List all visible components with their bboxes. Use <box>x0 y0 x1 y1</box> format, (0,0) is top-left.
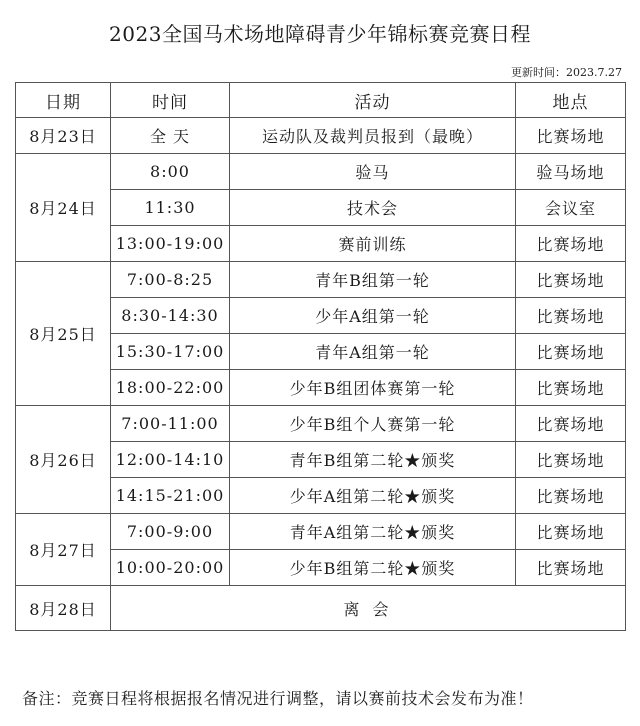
header-location: 地点 <box>516 83 626 118</box>
location-cell: 比赛场地 <box>516 118 626 154</box>
activity-cell: 青年B组第二轮★颁奖 <box>230 442 516 478</box>
location-cell: 比赛场地 <box>516 262 626 298</box>
location-cell: 比赛场地 <box>516 514 626 550</box>
activity-cell: 验马 <box>230 154 516 190</box>
time-cell: 10:00-20:00 <box>111 550 230 586</box>
time-cell: 全 天 <box>111 118 230 154</box>
time-cell: 12:00-14:10 <box>111 442 230 478</box>
time-cell: 11:30 <box>111 190 230 226</box>
time-cell: 13:00-19:00 <box>111 226 230 262</box>
location-cell: 验马场地 <box>516 154 626 190</box>
table-row <box>16 514 626 550</box>
table-header-row <box>16 83 626 118</box>
location-cell: 比赛场地 <box>516 370 626 406</box>
page-title: 2023全国马术场地障碍青少年锦标赛竞赛日程 <box>109 22 531 46</box>
activity-cell: 青年A组第一轮 <box>230 334 516 370</box>
date-cell: 8月25日 <box>16 262 111 406</box>
footnote: 备注：竞赛日程将根据报名情况进行调整，请以赛前技术会发布为准！ <box>22 689 534 708</box>
time-cell: 14:15-21:00 <box>111 478 230 514</box>
header-activity: 活动 <box>230 83 516 118</box>
date-cell: 8月28日 <box>16 586 111 631</box>
activity-cell: 少年B组个人赛第一轮 <box>230 406 516 442</box>
activity-cell: 少年A组第一轮 <box>230 298 516 334</box>
activity-cell: 青年A组第二轮★颁奖 <box>230 514 516 550</box>
time-cell: 7:00-9:00 <box>111 514 230 550</box>
table-row <box>16 262 626 298</box>
location-cell: 比赛场地 <box>516 406 626 442</box>
header-time: 时间 <box>111 83 230 118</box>
activity-cell: 少年A组第二轮★颁奖 <box>230 478 516 514</box>
location-cell: 比赛场地 <box>516 334 626 370</box>
date-cell: 8月26日 <box>16 406 111 514</box>
activity-cell: 青年B组第一轮 <box>230 262 516 298</box>
table-row <box>16 406 626 442</box>
location-cell: 比赛场地 <box>516 298 626 334</box>
activity-cell: 运动队及裁判员报到（最晚） <box>230 118 516 154</box>
activity-cell: 少年B组第二轮★颁奖 <box>230 550 516 586</box>
updated-date: 更新时间：2023.7.27 <box>511 66 622 79</box>
activity-cell: 赛前训练 <box>230 226 516 262</box>
activity-cell: 技术会 <box>230 190 516 226</box>
time-cell: 15:30-17:00 <box>111 334 230 370</box>
location-cell: 比赛场地 <box>516 442 626 478</box>
table-row <box>16 118 626 154</box>
schedule-table <box>15 82 626 631</box>
time-cell: 8:30-14:30 <box>111 298 230 334</box>
time-cell: 7:00-11:00 <box>111 406 230 442</box>
time-cell: 7:00-8:25 <box>111 262 230 298</box>
location-cell: 比赛场地 <box>516 478 626 514</box>
location-cell: 会议室 <box>516 190 626 226</box>
departure-cell: 离 会 <box>111 586 626 631</box>
location-cell: 比赛场地 <box>516 550 626 586</box>
date-cell: 8月27日 <box>16 514 111 586</box>
date-cell: 8月24日 <box>16 154 111 262</box>
location-cell: 比赛场地 <box>516 226 626 262</box>
time-cell: 18:00-22:00 <box>111 370 230 406</box>
date-cell: 8月23日 <box>16 118 111 154</box>
table-row <box>16 154 626 190</box>
header-date: 日期 <box>16 83 111 118</box>
time-cell: 8:00 <box>111 154 230 190</box>
table-row <box>16 586 626 631</box>
activity-cell: 少年B组团体赛第一轮 <box>230 370 516 406</box>
